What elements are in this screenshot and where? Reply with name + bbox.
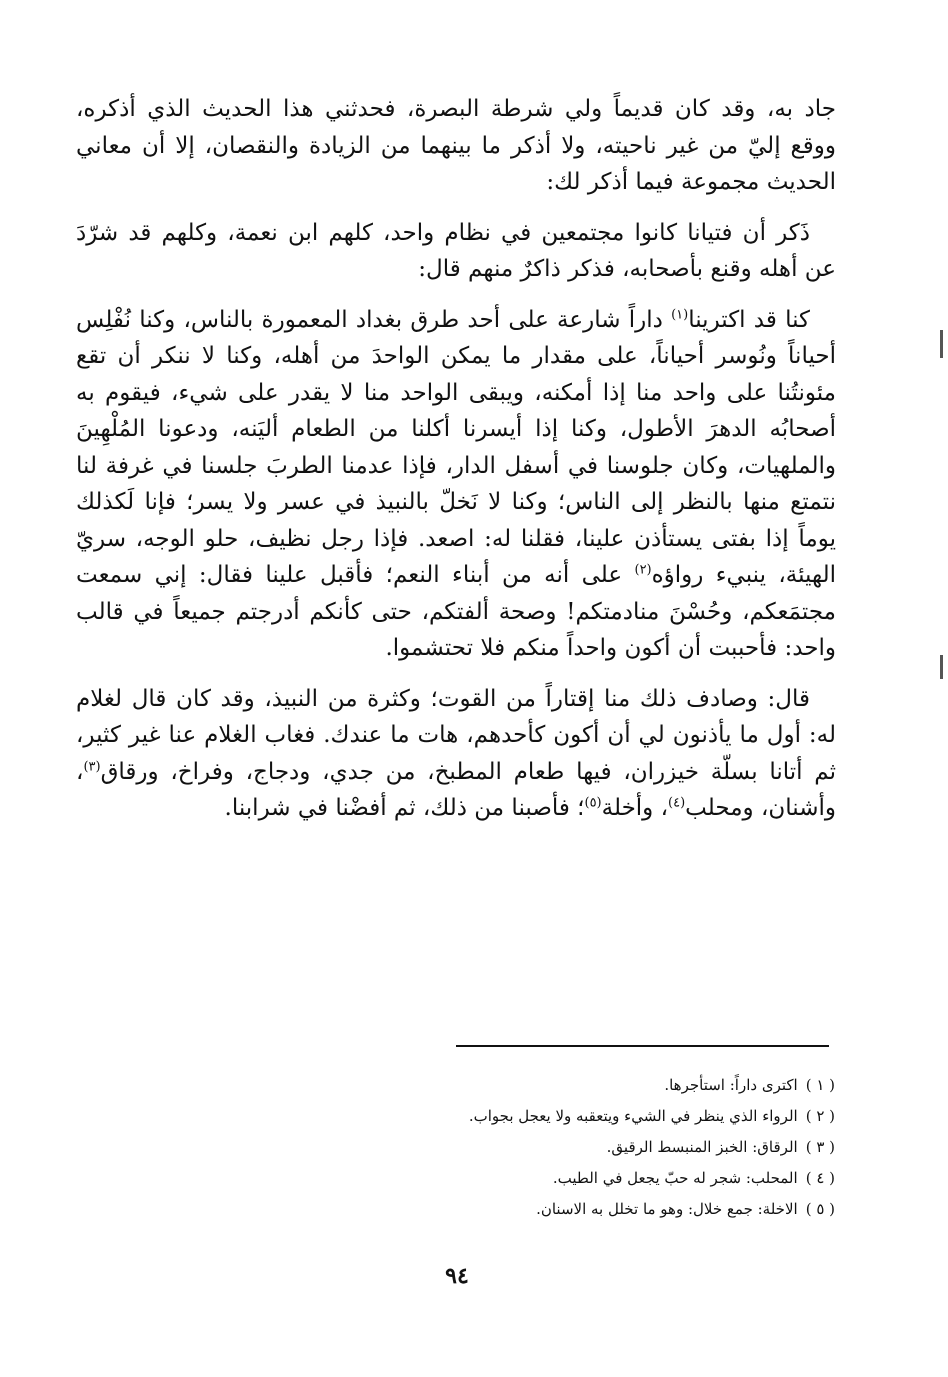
main-text (76, 91, 836, 841)
footnote-marker-5: (٥) (584, 795, 602, 811)
scan-edge-mark (940, 330, 943, 358)
footnote-marker-4: (٤) (668, 795, 686, 811)
paragraph-3-text-a: كنا قد اكترينا (688, 306, 810, 333)
paragraph-4-text-b: ، وأشنان، ومحلب (76, 758, 836, 821)
paragraph-4 (76, 681, 836, 827)
paragraph-4-text-c: ، وأخلة (601, 795, 669, 821)
footnote-number: ( ٢ ) (805, 1107, 835, 1125)
footnote-text: الاخلة: جمع خلال: وهو ما تخلل به الاسنان. (536, 1200, 798, 1218)
footnote-marker-1: (١) (671, 306, 689, 322)
footnote-text: اكترى داراً: استأجرها. (664, 1076, 798, 1094)
footnote-text: الرواء الذي ينظر في الشيء ويتعقبه ولا يعجل بجواب. (468, 1107, 798, 1125)
paragraph-3-text-c: على أنه من أبناء النعم؛ فأقبل علينا فقال: إني سمعت مجتمَعكم، وحُسْنَ منادمتكم! وصحة ألفتكم، حتى كأنكم أدرجتم جميعاً في قالب واحد: فأحببت أن أكون واحداً منكم فلا تحتشموا. (76, 562, 836, 661)
footnote-text: المحلب: شجر له حبّ يجعل في الطيب. (552, 1169, 798, 1187)
footnote-text: الرقاق: الخبز المنبسط الرقيق. (606, 1138, 798, 1156)
footnote-divider (456, 1045, 829, 1047)
paragraph-1 (76, 91, 836, 201)
footnote-number: ( ٤ ) (805, 1169, 835, 1187)
footnote-4 (200, 1163, 835, 1194)
footnote-marker-3: (٣) (83, 758, 101, 774)
footnote-number: ( ٣ ) (805, 1138, 835, 1156)
paragraph-4-text-a: قال: وصادف ذلك منا إقتاراً من القوت؛ وكثرة من النبيذ، وقد كان قال لغلام له: أول ما يأذنون لي أن أكون كأحدهم، هات ما عندك. فغاب الغلام عنا غير كثير، ثم أتانا بسلّة خيزران، فيها طعام المطبخ، من جدي، ودجاج، وفراخ، ورقاق (76, 685, 836, 785)
footnote-number: ( ١ ) (805, 1076, 835, 1094)
paragraph-2-text: ذَكر أن فتيانا كانوا مجتمعين في نظام واحد، كلهم ابن نعمة، وكلهم قد شرّدَ عن أهله وقنع بأصحابه، فذكر ذاكرٌ منهم قال: (76, 219, 836, 282)
paragraph-3-text-b: داراً شارعة على أحد طرق بغداد المعمورة بالناس، وكنا نُفْلِس أحياناً ونُوسر أحياناً، على مقدار ما يمكن الواحدَ من أهله، وكنا لا ننكر أن تقع مئونتُنا على واحد منا إذا أمكنه، ويبقى الواحد منا لا يقدر على شيء، فيقوم به أصحابُه الدهرَ الأطول، وكنا إذا أيسرنا أكلنا من الطعام أليَنه، ودعونا المُلْهِينَ والملهيات، وكان جلوسنا في أسفل الدار، فإذا عدمنا الطربَ جلسنا في غرفة لنا نتمتع منها بالنظر إلى الناس؛ وكنا لا نَخلّ بالنبيذ في عسر ولا يسر؛ فإنا لَكذلك يوماً إذا بفتى يستأذن علينا، فقلنا له: اصعد. فإذا رجل نظيف، حلو الوجه، سريّ الهيئة، ينبيء رواؤه (76, 306, 836, 588)
scan-edge-mark (940, 655, 943, 679)
footnote-1 (200, 1070, 835, 1101)
footnote-number: ( ٥ ) (805, 1200, 835, 1218)
footnote-5 (200, 1194, 835, 1225)
footnote-3 (200, 1132, 835, 1163)
paragraph-4-text-d: ؛ فأصبنا من ذلك، ثم أفضْنا في شرابنا. (224, 795, 585, 821)
paragraph-3 (76, 302, 836, 667)
paragraph-1-text: جاد به، وقد كان قديماً ولي شرطة البصرة، فحدثني هذا الحديث الذي أذكره، ووقع إليّ من غير ناحيته، ولا أذكر ما بينهما من الزيادة والنقصان، إلا أن معاني الحديث مجموعة فيما أذكر لك: (76, 96, 836, 195)
footnotes (200, 1070, 835, 1225)
footnote-2 (200, 1101, 835, 1132)
page-number: ٩٤ (445, 1263, 469, 1289)
paragraph-2 (76, 215, 836, 288)
footnote-marker-2: (٢) (634, 562, 652, 578)
